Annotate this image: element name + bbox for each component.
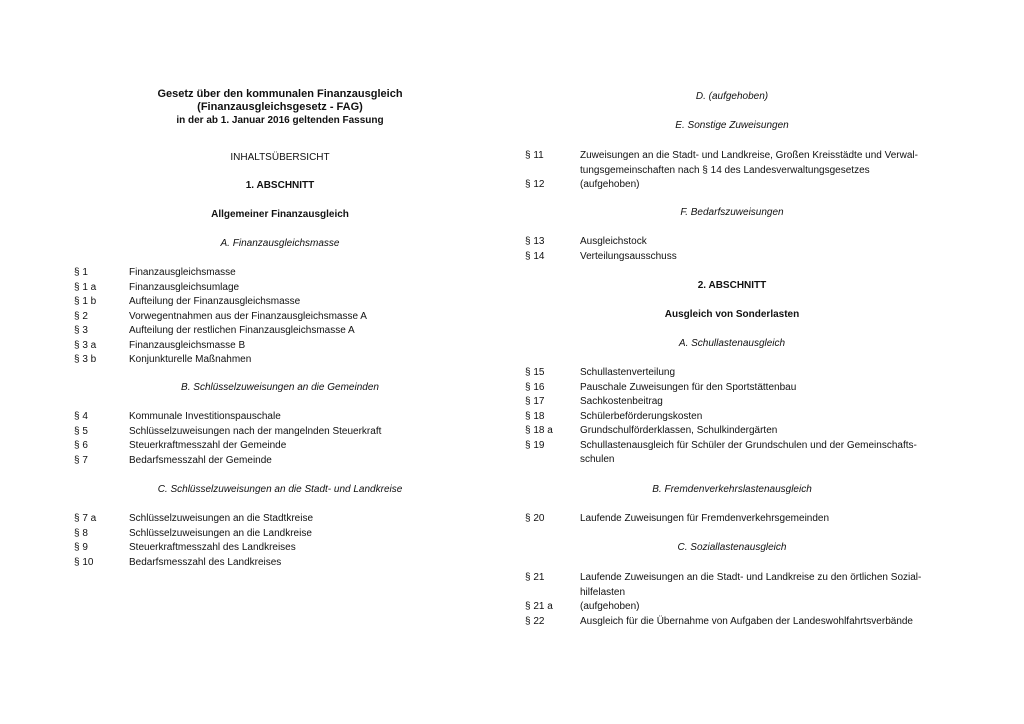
paragraph-number: § 1 a [74, 281, 97, 293]
paragraph-number: § 17 [525, 396, 545, 407]
paragraph-number: § 3 a [74, 339, 97, 351]
paragraph-number: § 21 a [525, 601, 553, 612]
paragraph-title-continued: schulen [580, 454, 615, 465]
paragraph-number: § 11 [525, 150, 544, 161]
paragraph-title: Schlüsselzuweisungen nach der mangelnden Steuerkraft [129, 425, 382, 437]
abschnitt-1-title: Allgemeiner Finanzausgleich [211, 209, 349, 220]
paragraph-number: § 8 [74, 527, 88, 539]
section-f-heading: F. Bedarfszuweisungen [680, 207, 784, 218]
section-b-heading: B. Schlüsselzuweisungen an die Gemeinden [181, 382, 379, 393]
paragraph-title: Laufende Zuweisungen an die Stadt- und Landkreise zu den örtlichen Sozial- [580, 572, 922, 583]
paragraph-number: § 21 [525, 572, 545, 583]
paragraph-title: Ausgleich für die Übernahme von Aufgaben der Landeswohlfahrtsverbände [580, 615, 913, 627]
section-e-heading: E. Sonstige Zuweisungen [675, 120, 789, 131]
section-c2-heading: C. Soziallastenausgleich [677, 542, 787, 553]
toc-heading: INHALTSÜBERSICHT [230, 152, 330, 163]
paragraph-title: Schlüsselzuweisungen an die Landkreise [129, 527, 312, 539]
paragraph-title: Aufteilung der Finanzausgleichsmasse [129, 296, 301, 307]
paragraph-title: Kommunale Investitionspauschale [129, 411, 281, 422]
paragraph-title: Pauschale Zuweisungen für den Sportstättenbau [580, 381, 797, 393]
paragraph-number: § 12 [525, 179, 545, 190]
section-a2-heading: A. Schullastenausgleich [678, 338, 786, 349]
paragraph-title: Sachkostenbeitrag [580, 396, 663, 407]
paragraph-number: § 2 [74, 310, 88, 322]
abschnitt-1-heading: 1. ABSCHNITT [245, 180, 315, 191]
paragraph-number: § 15 [525, 367, 545, 378]
paragraph-title-continued: tungsgemeinschaften nach § 14 des Landesverwaltungsgesetzes [580, 164, 870, 176]
paragraph-title: Schullastenverteilung [580, 367, 676, 378]
paragraph-title: Bedarfsmesszahl der Gemeinde [129, 454, 272, 466]
paragraph-number: § 14 [525, 250, 545, 262]
paragraph-title: Bedarfsmesszahl des Landkreises [129, 556, 282, 568]
paragraph-title: Grundschulförderklassen, Schulkindergärten [580, 425, 778, 436]
paragraph-title: Vorwegentnahmen aus der Finanzausgleichsmasse A [129, 310, 367, 322]
abschnitt-2-heading: 2. ABSCHNITT [697, 280, 767, 291]
paragraph-title: (aufgehoben) [580, 179, 640, 190]
paragraph-title: Schlüsselzuweisungen an die Stadtkreise [129, 513, 313, 524]
paragraph-number: § 20 [525, 513, 545, 524]
paragraph-number: § 1 b [74, 296, 97, 307]
paragraph-number: § 4 [74, 411, 88, 422]
paragraph-number: § 16 [525, 381, 545, 393]
paragraph-title: (aufgehoben) [580, 601, 640, 612]
paragraph-title: Schülerbeförderungskosten [580, 410, 703, 422]
paragraph-number: § 13 [525, 236, 545, 247]
paragraph-title: Steuerkraftmesszahl des Landkreises [129, 542, 296, 553]
paragraph-number: § 10 [74, 556, 94, 568]
paragraph-number: § 22 [525, 615, 545, 627]
paragraph-title: Finanzausgleichsumlage [129, 281, 240, 293]
paragraph-title: Ausgleichstock [580, 236, 647, 247]
law-title: Gesetz über den kommunalen Finanzausgleich [157, 88, 403, 100]
paragraph-number: § 9 [74, 542, 88, 553]
paragraph-number: § 19 [525, 439, 545, 451]
law-short-title: (Finanzausgleichsgesetz - FAG) [197, 101, 363, 113]
paragraph-number: § 1 [74, 267, 88, 278]
paragraph-number: § 18 a [525, 425, 553, 436]
paragraph-title: Schullastenausgleich für Schüler der Grundschulen und der Gemeinschafts- [580, 439, 917, 451]
paragraph-number: § 18 [525, 410, 545, 422]
section-b2-heading: B. Fremdenverkehrslastenausgleich [652, 484, 812, 495]
paragraph-number: § 7 [74, 454, 88, 466]
paragraph-title-continued: hilfelasten [580, 586, 626, 598]
paragraph-title: Aufteilung der restlichen Finanzausgleichsmasse A [129, 325, 355, 336]
paragraph-title: Steuerkraftmesszahl der Gemeinde [129, 440, 287, 451]
paragraph-title: Finanzausgleichsmasse [129, 267, 236, 278]
paragraph-title: Verteilungsausschuss [580, 250, 677, 262]
paragraph-title: Finanzausgleichsmasse B [129, 339, 246, 351]
section-c-heading: C. Schlüsselzuweisungen an die Stadt- und Landkreise [157, 484, 403, 495]
paragraph-number: § 6 [74, 440, 88, 451]
paragraph-title: Laufende Zuweisungen für Fremdenverkehrsgemeinden [580, 513, 830, 524]
law-version: in der ab 1. Januar 2016 geltenden Fassung [176, 115, 384, 126]
paragraph-number: § 5 [74, 425, 88, 437]
paragraph-title: Zuweisungen an die Stadt- und Landkreise, Großen Kreisstädte und Verwal- [580, 150, 918, 161]
section-a-heading: A. Finanzausgleichsmasse [220, 238, 340, 249]
paragraph-number: § 7 a [74, 513, 97, 524]
paragraph-number: § 3 b [74, 354, 97, 365]
abschnitt-2-title: Ausgleich von Sonderlasten [664, 309, 800, 320]
section-d-heading: D. (aufgehoben) [695, 91, 769, 102]
paragraph-number: § 3 [74, 325, 88, 336]
paragraph-title: Konjunkturelle Maßnahmen [129, 354, 252, 365]
